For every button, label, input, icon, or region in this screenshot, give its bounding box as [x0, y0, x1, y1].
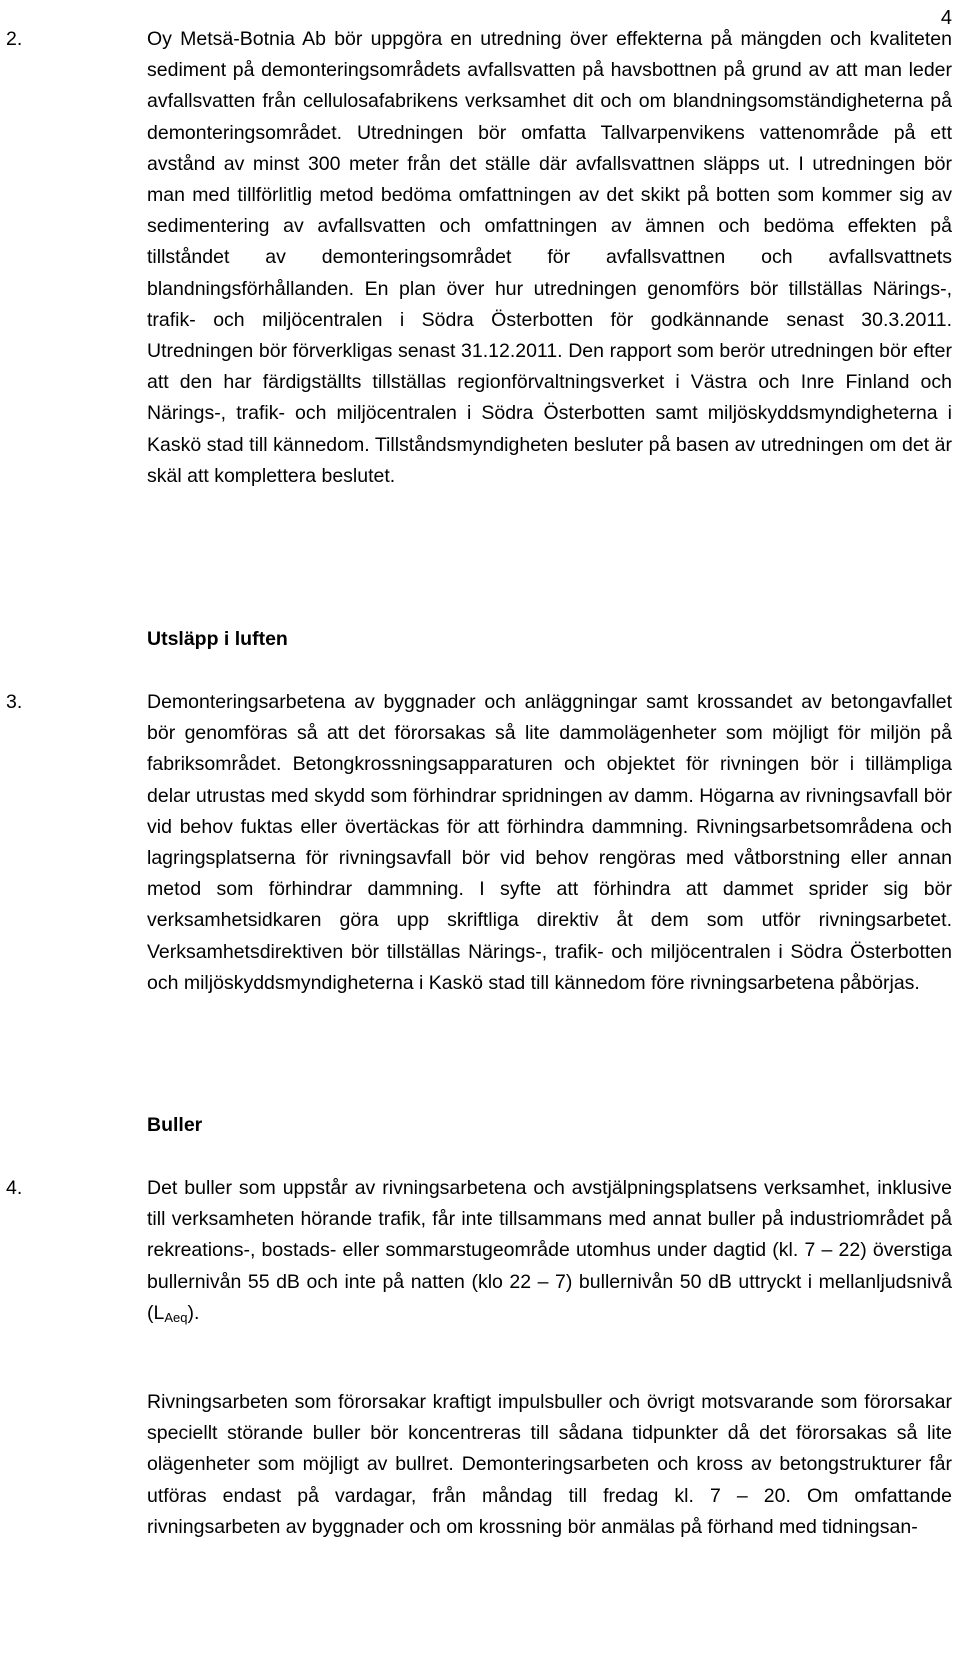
item-text-main: Det buller som uppstår av rivningsarbetena och avstjälpningsplatsens verksamhet, inklusive till verksamheten hörande trafik, får inte tillsammans med annat buller på industriområdet på rekreations-, bostads- eller sommarstugeområde utomhus under dagtid (kl. 7 – 22) överstiga bullernivån 55 dB och inte på natten (klo 22 – 7) bullernivån 50 dB uttryckt i mellanljudsnivå (L — [147, 1177, 952, 1324]
item-number: 3. — [6, 691, 23, 713]
page-number: 4 — [940, 7, 952, 29]
section-heading-utslapp: Utsläpp i luften — [147, 628, 288, 650]
item-text: Demonteringsarbetena av byggnader och anläggningar samt krossandet av betongavfallet bör genomföras så att det förorsakas så lite dammolägenheter som möjligt för miljön på fabriksområdet. Betongkrossningsapparaturen och objektet för rivningen bör i tillämpliga delar utrustas med skydd som förhindrar spridningen av damm. Högarna av rivningsavfall bör vid behov fuktas eller övertäckas för att förhindra dammning. Rivningsarbetsområdena och lagringsplatserna för rivningsavfall bör vid behov rengöras med våtborstning eller annan metod som förhindrar dammning. I syfte att förhindra att dammet sprider sig bör verksamhetsidkaren göra upp skriftliga direktiv åt dem som utför rivningsarbetet. Verksamhetsdirektiven bör tillställas Närings-, trafik- och miljöcentralen i Södra Österbotten och miljöskyddsmyndigheterna i Kaskö stad till kännedom före rivningsarbetena påbörjas. — [147, 691, 952, 994]
item-number: 4. — [6, 1177, 23, 1199]
item-text-end: ). — [187, 1301, 200, 1324]
item-text: Oy Metsä-Botnia Ab bör uppgöra en utredning över effekterna på mängden och kvaliteten sediment på demonteringsområdets avfallsvatten på havsbottnen på grund av att man leder avfallsvatten från cellulosafabrikens verksamhet dit och om blandningsomständigheterna på demonteringsområdet. Utredningen bör omfatta Tallvarpenvikens vattenområde på ett avstånd av minst 300 meter från det ställe där avfallsvattnen släpps ut. I utredningen bör man med tillförlitlig metod bedöma omfattningen av det skikt på botten som kommer sig av sedimentering av avfallsvatten och omfattningen av ämnen och bedöma effekten på tillståndet av demonteringsområdet för avfallsvattnen och avfallsvattnets blandningsförhållanden. En plan över hur utredningen genomförs bör tillställas Närings-, trafik- och miljöcentralen i Södra Österbotten för godkännande senast 30.3.2011. Utredningen bör förverkligas senast 31.12.2011. Den rapport som berör utredningen bör efter att den har färdigställts tillställas regionförvaltningsverket i Västra och Inre Finland och Närings-, trafik- och miljöcentralen i Södra Österbotten samt miljöskyddsmyndigheterna i Kaskö stad till kännedom. Tillståndsmyndigheten besluter på basen av utredningen om det är skäl att komplettera beslutet. — [147, 28, 952, 487]
item-number: 2. — [6, 28, 23, 50]
section-heading-buller: Buller — [147, 1114, 203, 1136]
subscript-aeq: Aeq — [164, 1309, 188, 1325]
item-text — [147, 1173, 952, 1333]
body-paragraph: Rivningsarbeten som förorsakar kraftigt impulsbuller och övrigt motsvarande som förorsakar speciellt störande buller bör koncentreras till sådana tidpunkter då det förorsakas så lite olägenheter som möjligt av bullret. Demonteringsarbeten och kross av betongstrukturer får utföras endast på vardagar, från måndag till fredag kl. 7 – 20. Om omfattande rivningsarbeten av byggnader och om krossning bör anmälas på förhand med tidningsan- — [147, 1391, 952, 1538]
